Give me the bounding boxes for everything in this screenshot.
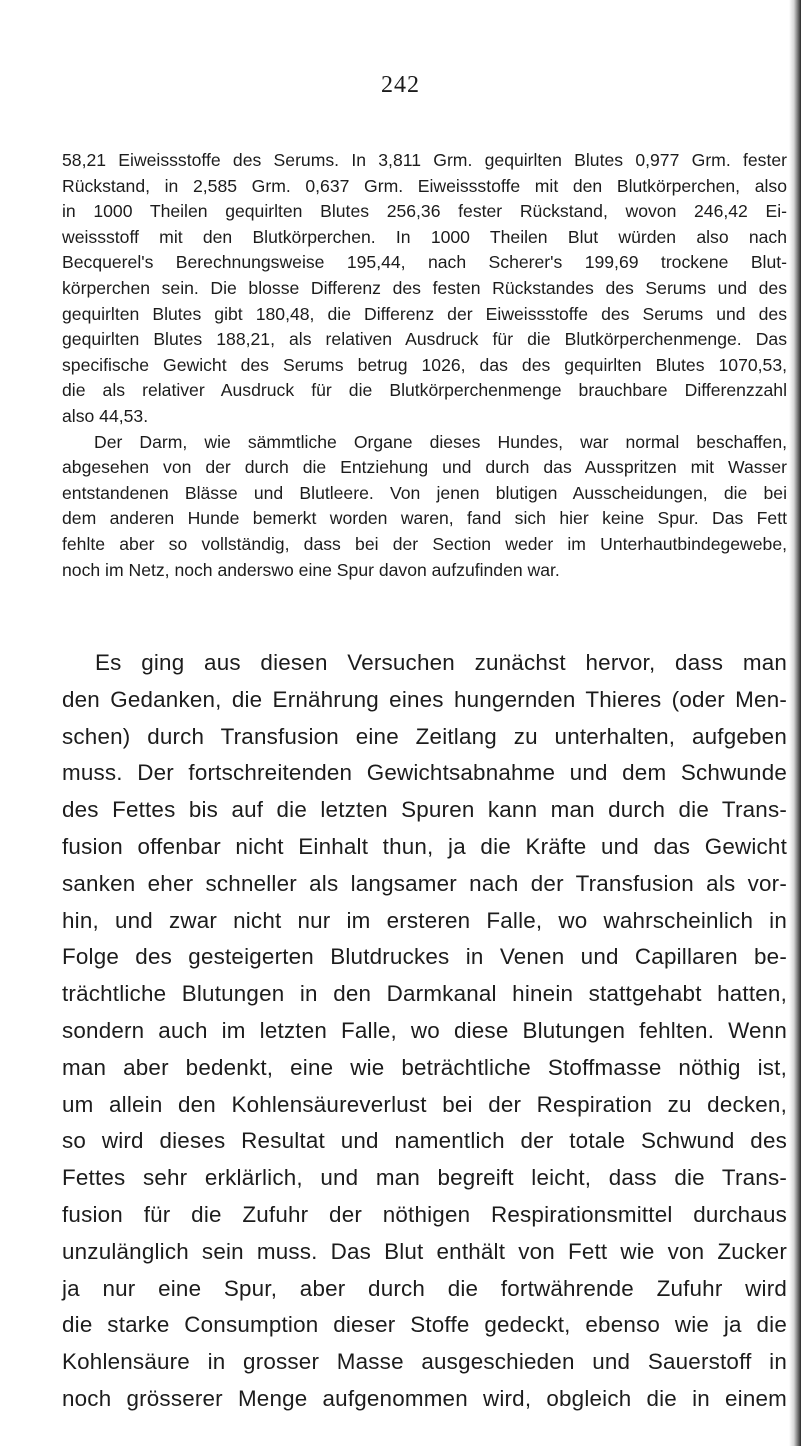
text-line: fusion für die Zufuhr der nöthigen Respirationsmittel durchaus	[62, 1201, 787, 1227]
text-line: in 1000 Theilen gequirlten Blutes 256,36 fester Rückstand, wovon 246,42 Ei-	[62, 201, 787, 222]
paragraph-conclusion	[62, 645, 787, 1418]
text-line: fehlte aber so vollständig, dass bei der Section weder im Unterhautbindegewebe,	[62, 533, 787, 554]
text-line: schen) durch Transfusion eine Zeitlang zu unterhalten, aufgeben	[62, 723, 787, 749]
main-text-block	[62, 645, 787, 1418]
text-line: specifische Gewicht des Serums betrug 1026, das des gequirlten Blutes 1070,53,	[62, 354, 787, 375]
text-line: Der Darm, wie sämmtliche Organe dieses Hundes, war normal beschaffen,	[94, 431, 787, 452]
paragraph-blood-analysis	[62, 148, 787, 430]
text-line: um allein den Kohlensäureverlust bei der Respiration zu decken,	[62, 1091, 787, 1117]
text-line: des Fettes bis auf die letzten Spuren kann man durch die Trans-	[62, 797, 787, 823]
text-line: entstandenen Blässe und Blutleere. Von jenen blutigen Ausscheidungen, die bei	[62, 482, 787, 503]
text-line: Fettes sehr erklärlich, und man begreift leicht, dass die Trans-	[62, 1165, 787, 1191]
text-line: gequirlten Blutes gibt 180,48, die Differenz der Eiweissstoffe des Serums und des	[62, 303, 787, 324]
text-line: ja nur eine Spur, aber durch die fortwährende Zufuhr wird	[62, 1275, 787, 1301]
text-line: trächtliche Blutungen in den Darmkanal hinein stattgehabt hatten,	[62, 981, 787, 1007]
paragraph-intestine	[62, 430, 787, 584]
text-line: abgesehen von der durch die Entziehung und durch das Ausspritzen mit Wasser	[62, 457, 787, 478]
text-line: 58,21 Eiweissstoffe des Serums. In 3,811 Grm. gequirlten Blutes 0,977 Grm. fester	[62, 150, 787, 170]
text-line: fusion offenbar nicht Einhalt thun, ja die Kräfte und das Gewicht	[62, 833, 787, 859]
text-line: also 44,53.	[62, 405, 149, 426]
text-line: weissstoff mit den Blutkörperchen. In 1000 Theilen Blut würden also nach	[62, 226, 787, 247]
text-line: Folge des gesteigerten Blutdruckes in Venen und Capillaren be-	[62, 944, 787, 970]
text-line: dem anderen Hunde bemerkt worden waren, fand sich hier keine Spur. Das Fett	[62, 508, 787, 529]
text-line: Rückstand, in 2,585 Grm. 0,637 Grm. Eiweissstoffe mit den Blutkörperchen, also	[62, 175, 787, 196]
text-line: körperchen sein. Die blosse Differenz des festen Rückstandes des Serums und des	[62, 277, 787, 298]
text-line: sanken eher schneller als langsamer nach der Transfusion als vor-	[62, 870, 787, 896]
footnote-block	[62, 148, 787, 583]
text-line: man aber bedenkt, eine wie beträchtliche Stoffmasse nöthig ist,	[62, 1054, 787, 1080]
text-line: gequirlten Blutes 188,21, als relativen Ausdruck für die Blutkörperchenmenge. Das	[62, 329, 787, 350]
text-line: die als relativer Ausdruck für die Blutkörperchenmenge brauchbare Differenzzahl	[62, 380, 787, 401]
text-line: sondern auch im letzten Falle, wo diese Blutungen fehlten. Wenn	[62, 1017, 787, 1043]
text-line: den Gedanken, die Ernährung eines hungernden Thieres (oder Men-	[62, 686, 787, 712]
text-line: noch im Netz, noch anderswo eine Spur davon aufzufinden war.	[62, 559, 560, 580]
text-line: Es ging aus diesen Versuchen zunächst hervor, dass man	[95, 650, 787, 675]
text-line: Becquerel's Berechnungsweise 195,44, nach Scherer's 199,69 trockene Blut-	[62, 252, 787, 273]
text-line: so wird dieses Resultat und namentlich der totale Schwund des	[62, 1128, 787, 1154]
text-line: noch grösserer Menge aufgenommen wird, obgleich die in einem	[62, 1385, 787, 1411]
text-line: die starke Consumption dieser Stoffe gedeckt, ebenso wie ja die	[62, 1312, 787, 1338]
text-line: muss. Der fortschreitenden Gewichtsabnahme und dem Schwunde	[62, 760, 787, 786]
page-number: 242	[381, 72, 420, 98]
page-edge-shadow	[789, 0, 801, 1446]
text-line: hin, und zwar nicht nur im ersteren Falle, wo wahrscheinlich in	[62, 907, 787, 933]
text-line: Kohlensäure in grosser Masse ausgeschieden und Sauerstoff in	[62, 1349, 787, 1375]
text-line: unzulänglich sein muss. Das Blut enthält von Fett wie von Zucker	[62, 1238, 787, 1264]
